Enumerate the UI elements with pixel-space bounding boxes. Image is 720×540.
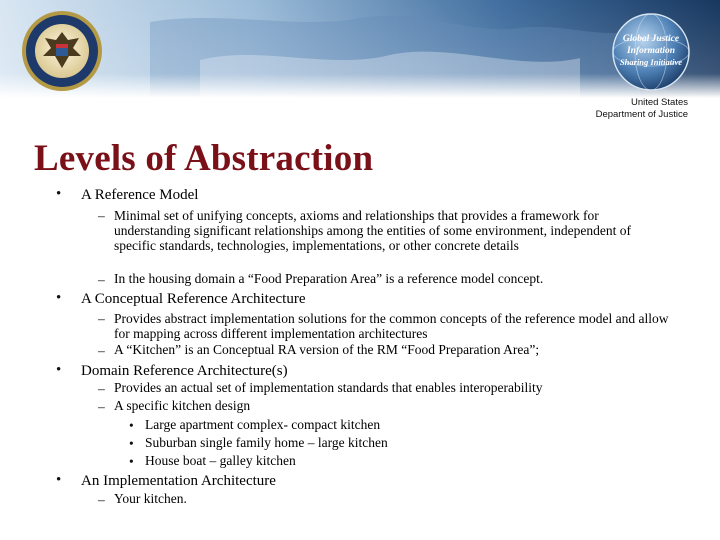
sub-bullet-dra-definition: Provides an actual set of implementation standards that enables interoperability	[114, 380, 543, 395]
sub-bullet-your-kitchen: Your kitchen.	[114, 491, 187, 506]
bullet-dot: •	[56, 362, 62, 378]
sub-bullet-kitchen-design: A specific kitchen design	[114, 398, 251, 413]
sub-bullet-dash: –	[98, 381, 105, 396]
sub-bullet-dash: –	[98, 208, 105, 223]
sub-bullet-dash: –	[98, 492, 105, 507]
department-line-2: Department of Justice	[595, 109, 688, 120]
sub-bullet-dash: –	[98, 343, 105, 358]
gjis-line-2: Information	[626, 46, 676, 56]
sub-bullet-cra-definition: Provides abstract implementation solutions for the common concepts of the reference model and allow for mapping across different implementation architectures	[114, 311, 669, 341]
kitchen-example-apartment: Large apartment complex- compact kitchen	[145, 417, 381, 432]
sub-bullet-rm-definition: Minimal set of unifying concepts, axioms and relationships that provides a framework for understanding significant relationships among the entities of some environment, independent of specific standards, technologies, implementations, or other concrete details	[114, 208, 632, 253]
department-line-1: United States	[630, 97, 688, 108]
sub-sub-bullet-dot: •	[129, 454, 134, 469]
sub-sub-bullet-dot: •	[129, 436, 134, 451]
sub-sub-bullet-dot: •	[129, 418, 134, 433]
slide-title: Levels of Abstraction	[34, 138, 374, 179]
sub-bullet-dash: –	[98, 399, 105, 414]
bullet-reference-model: A Reference Model	[81, 187, 199, 203]
sub-bullet-cra-example: A “Kitchen” is an Conceptual RA version of the RM “Food Preparation Area”;	[114, 342, 540, 357]
gjis-line-1: Global Justice	[622, 34, 680, 44]
bullet-dot: •	[56, 290, 62, 306]
bullet-dot: •	[56, 186, 62, 202]
bullet-conceptual-ra: A Conceptual Reference Architecture	[81, 291, 306, 307]
gjis-line-3: Sharing Initiative	[619, 57, 683, 67]
bullet-domain-ra: Domain Reference Architecture(s)	[81, 363, 288, 379]
kitchen-example-houseboat: House boat – galley kitchen	[145, 453, 296, 468]
bullet-implementation-architecture: An Implementation Architecture	[81, 473, 276, 489]
sub-bullet-dash: –	[98, 311, 105, 326]
sub-bullet-dash: –	[98, 272, 105, 287]
bullet-dot: •	[56, 472, 62, 488]
kitchen-example-suburban: Suburban single family home – large kitchen	[145, 435, 388, 450]
sub-bullet-rm-example: In the housing domain a “Food Preparation Area” is a reference model concept.	[114, 271, 544, 286]
